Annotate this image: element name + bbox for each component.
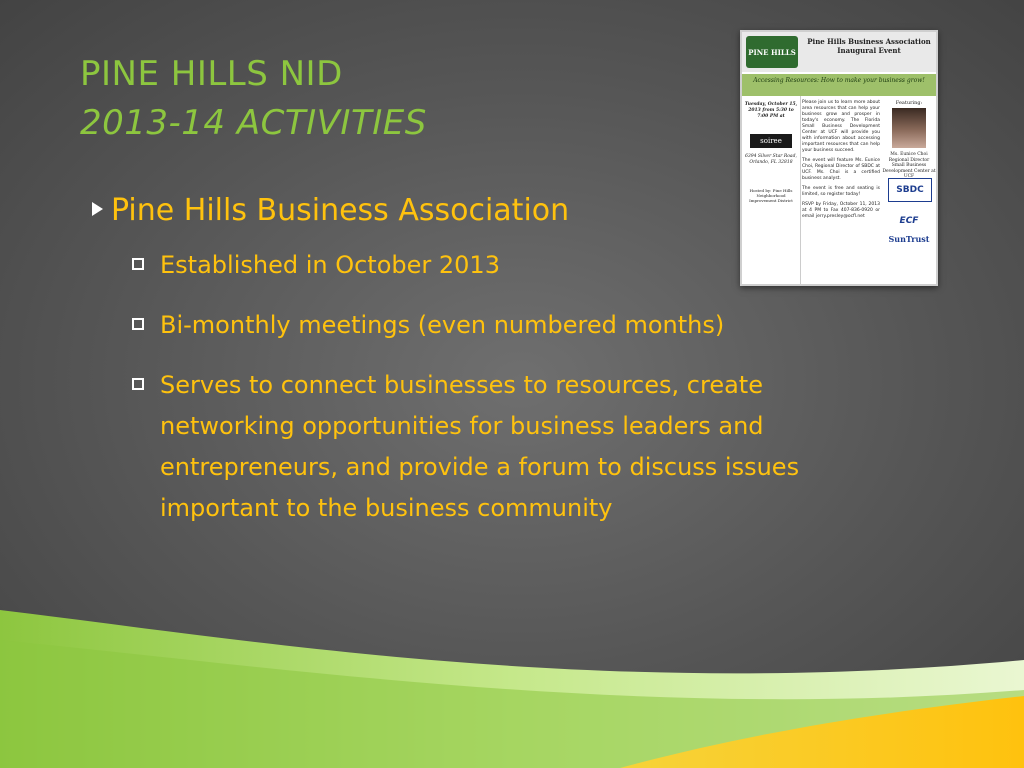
- sbdc-logo: SBDC: [888, 178, 932, 202]
- bottom-swoosh-decoration: [0, 600, 1024, 768]
- flyer-heading: Pine Hills Business Association Inaugural Event: [807, 37, 931, 55]
- speaker-name: Ms. Eunice Choi Regional Director Small Business Development Center at UCF: [882, 152, 936, 179]
- pine-hills-logo: PINE HILLS: [746, 36, 798, 68]
- flyer-band: Accessing Resources: How to make your business grow!: [742, 74, 936, 96]
- flyer-header: [742, 32, 936, 72]
- flyer-paragraph: The event will feature Ms. Eunice Choi, Regional Director of SBDC at UCF. Ms. Choi is a certified business analyst.: [802, 158, 880, 181]
- bullet-text: Serves to connect businesses to resources, create networking opportunities for business leaders and entrepreneurs, and provide a forum to discuss issues important to the business community: [160, 371, 800, 522]
- flyer-paragraph: RSVP by Friday, October 11, 2013 at 4 PM to Fax 407-836-0920 or email jerry.presley@ocfl.net: [802, 202, 880, 219]
- flyer-paragraph: Please join us to learn more about area resources that can help your business grow and prosper in today's economy. The Florida Small Business Development Center at UCF will provide you with information about accessing important resources that can help your business succeed.: [802, 100, 880, 153]
- slide-subtitle: 2013-14 ACTIVITIES: [80, 103, 427, 143]
- bullet-level1: [92, 193, 569, 228]
- hollow-square-icon: [132, 318, 144, 330]
- flyer-host: Hosted by: Pine Hills Neighborhood Improvement District: [749, 188, 793, 203]
- speaker-photo: [892, 108, 926, 148]
- bullet-level1-text: Pine Hills Business Association: [111, 193, 570, 228]
- hollow-square-icon: [132, 258, 144, 270]
- flyer-address: 6394 Silver Star Road, Orlando, FL 32818: [745, 154, 797, 165]
- triangle-right-icon: [92, 202, 103, 216]
- flyer-left-column: [742, 96, 801, 284]
- hollow-square-icon: [132, 378, 144, 390]
- flyer-right-column: [882, 96, 936, 284]
- event-flyer-image: [740, 30, 938, 286]
- bullet-item: [132, 305, 872, 346]
- flyer-paragraph: The event is free and seating is limited, so register today!: [802, 186, 880, 197]
- flyer-featuring: Featuring:: [895, 100, 923, 106]
- slide-title: PINE HILLS NID: [80, 54, 343, 94]
- ecf-logo: ECF: [899, 216, 919, 226]
- flyer-body: [802, 100, 880, 224]
- flyer-date: Tuesday, October 15, 2013 from 5:30 to 7:00 PM at: [744, 102, 798, 119]
- soiree-logo: soiree: [750, 134, 792, 148]
- suntrust-logo: SunTrust: [888, 234, 930, 244]
- bullet-text: Established in October 2013: [160, 251, 500, 279]
- bullet-item: [132, 365, 872, 529]
- bullet-text: Bi-monthly meetings (even numbered months): [160, 311, 725, 339]
